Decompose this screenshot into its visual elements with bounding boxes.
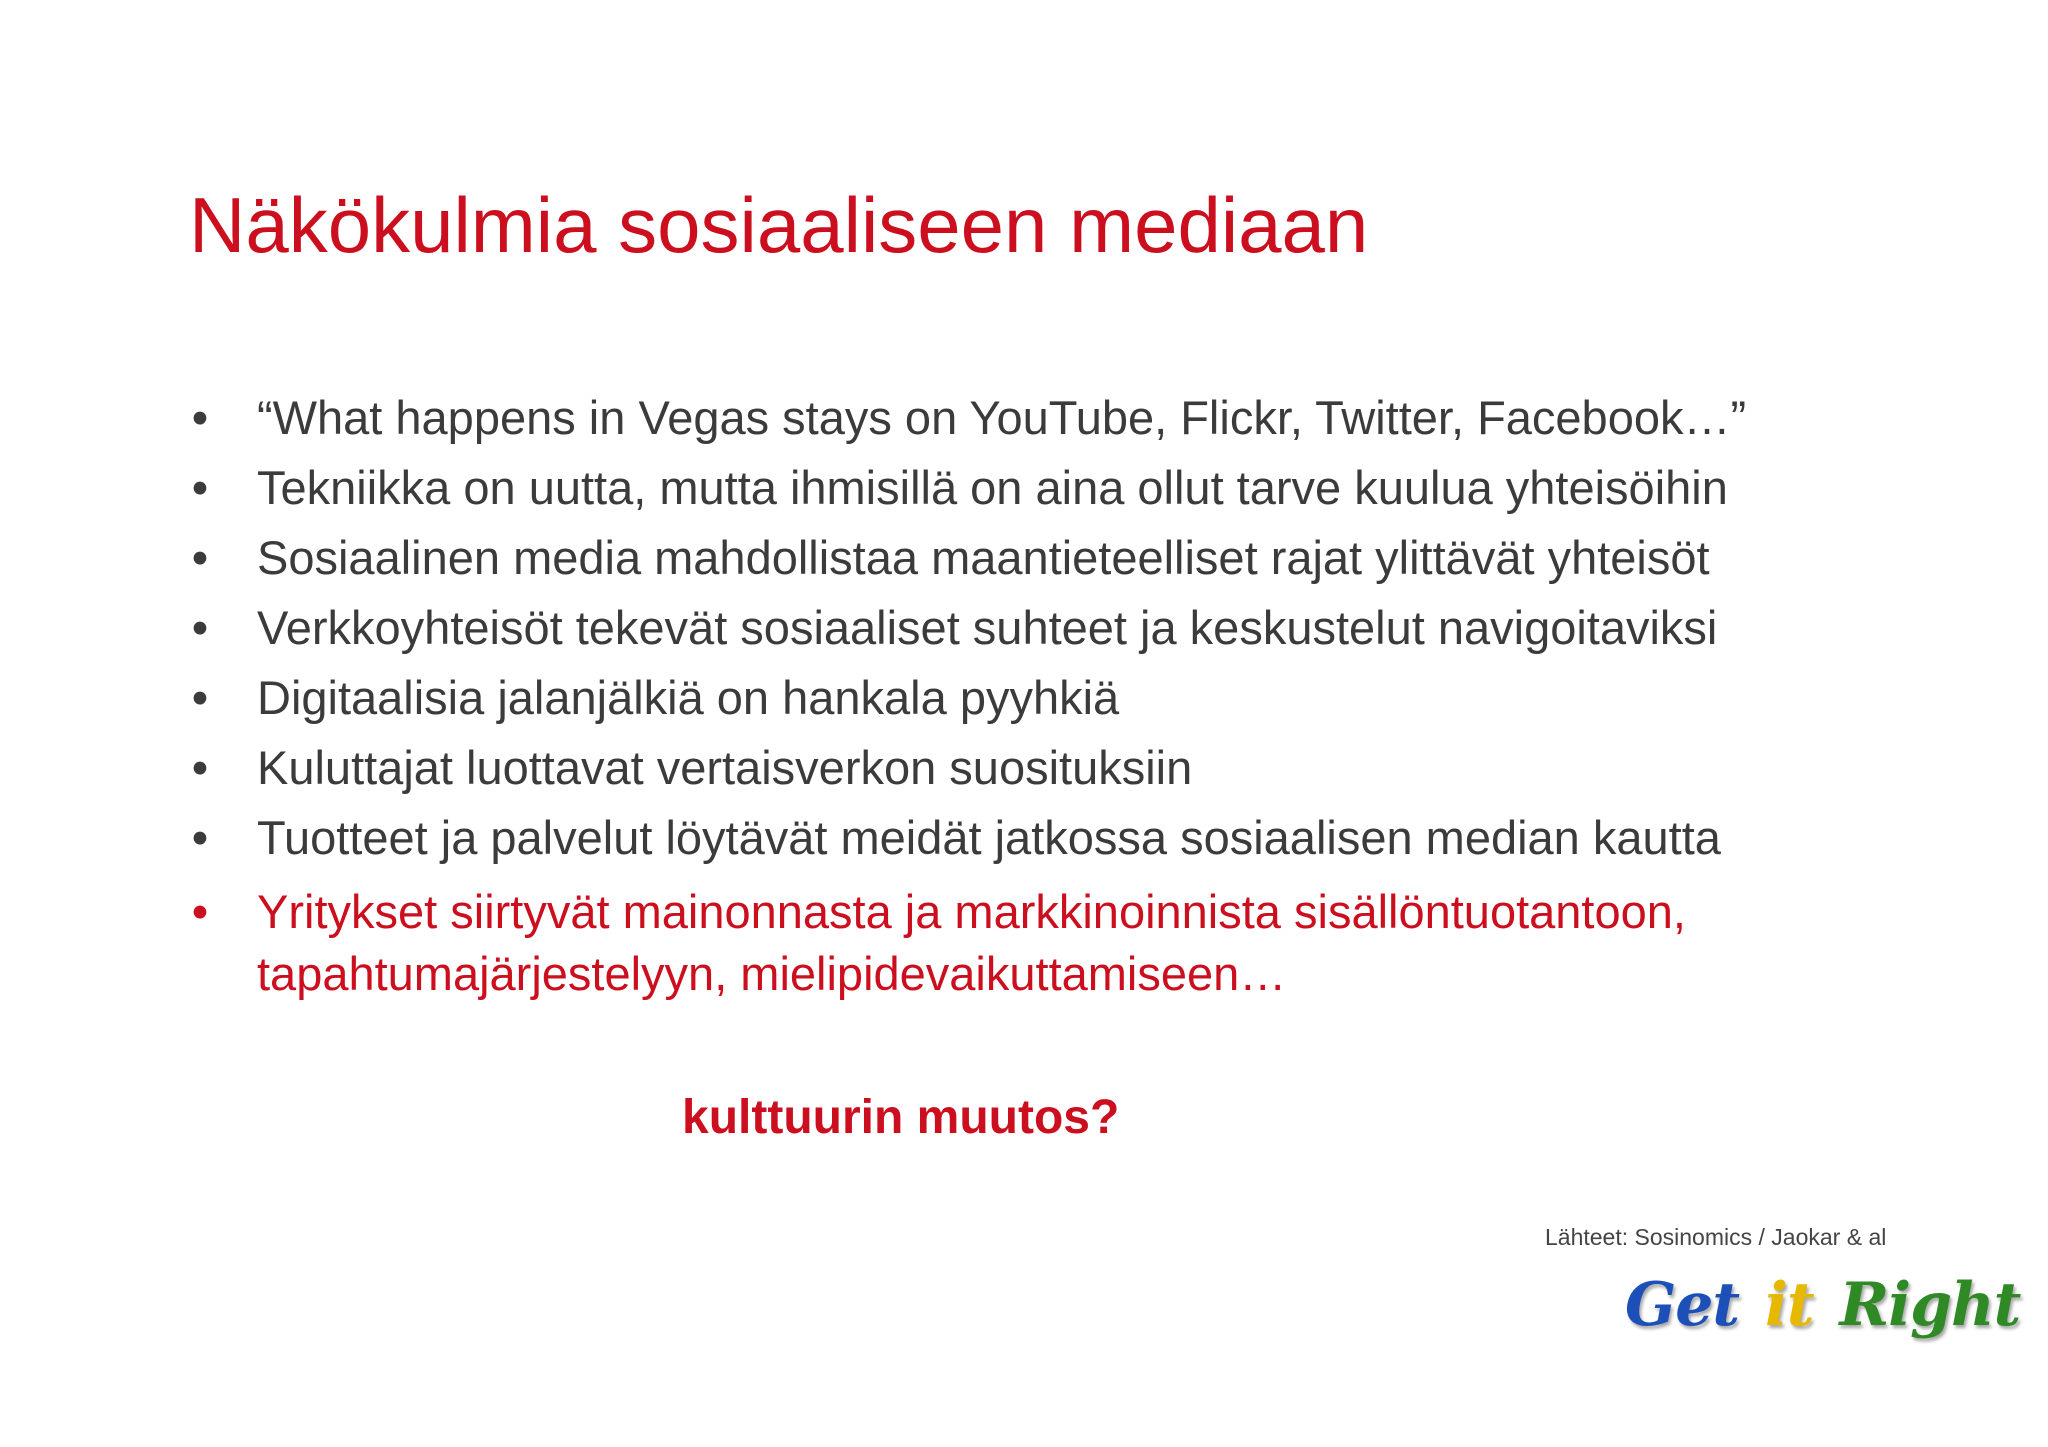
bullet-item	[185, 523, 1885, 593]
conclusion-text: kulttuurin muutos?	[682, 1091, 1120, 1144]
logo-word-right: Right	[1839, 1270, 2021, 1340]
bullet-item	[185, 453, 1885, 523]
get-it-right-logo	[1625, 1270, 2021, 1340]
bullet-item	[185, 663, 1885, 733]
bullet-text: Yritykset siirtyvät mainonnasta ja markkinoinnista sisällöntuotantoon,	[257, 885, 1686, 938]
bullet-text: Tuotteet ja palvelut löytävät meidät jatkossa sosiaalisen median kautta	[257, 811, 1721, 864]
bullet-dot-icon: •	[191, 461, 209, 514]
bullet-dot-icon: •	[191, 531, 209, 584]
bullet-text: Kuluttajat luottavat vertaisverkon suosituksiin	[257, 741, 1193, 794]
bullet-text: tapahtumajärjestelyyn, mielipidevaikuttamiseen…	[257, 947, 1287, 1000]
bullet-list	[185, 383, 1885, 1005]
sources-note: Lähteet: Sosinomics / Jaokar & al	[1545, 1224, 1887, 1250]
bullet-item	[185, 383, 1885, 453]
bullet-dot-icon: •	[191, 671, 209, 724]
bullet-text: Tekniikka on uutta, mutta ihmisillä on aina ollut tarve kuulua yhteisöihin	[257, 461, 1728, 514]
bullet-item	[185, 593, 1885, 663]
bullet-text: “What happens in Vegas stays on YouTube, Flickr, Twitter, Facebook…”	[257, 391, 1747, 444]
slide-title: Näkökulmia sosiaaliseen mediaan	[189, 181, 1369, 269]
bullet-dot-icon: •	[191, 811, 209, 864]
bullet-dot-icon: •	[191, 885, 209, 938]
bullet-dot-icon: •	[191, 741, 209, 794]
bullet-item	[185, 733, 1885, 803]
bullet-dot-icon: •	[191, 601, 209, 654]
bullet-item	[185, 881, 1885, 1005]
logo-word-it: it	[1765, 1270, 1814, 1340]
bullet-dot-icon: •	[191, 391, 209, 444]
bullet-item	[185, 803, 1885, 873]
bullet-text: Verkkoyhteisöt tekevät sosiaaliset suhteet ja keskustelut navigoitaviksi	[257, 601, 1718, 654]
logo-word-get: Get	[1625, 1270, 1740, 1340]
bullet-text: Digitaalisia jalanjälkiä on hankala pyyhkiä	[257, 671, 1120, 724]
bullet-text: Sosiaalinen media mahdollistaa maantieteelliset rajat ylittävät yhteisöt	[257, 531, 1710, 584]
